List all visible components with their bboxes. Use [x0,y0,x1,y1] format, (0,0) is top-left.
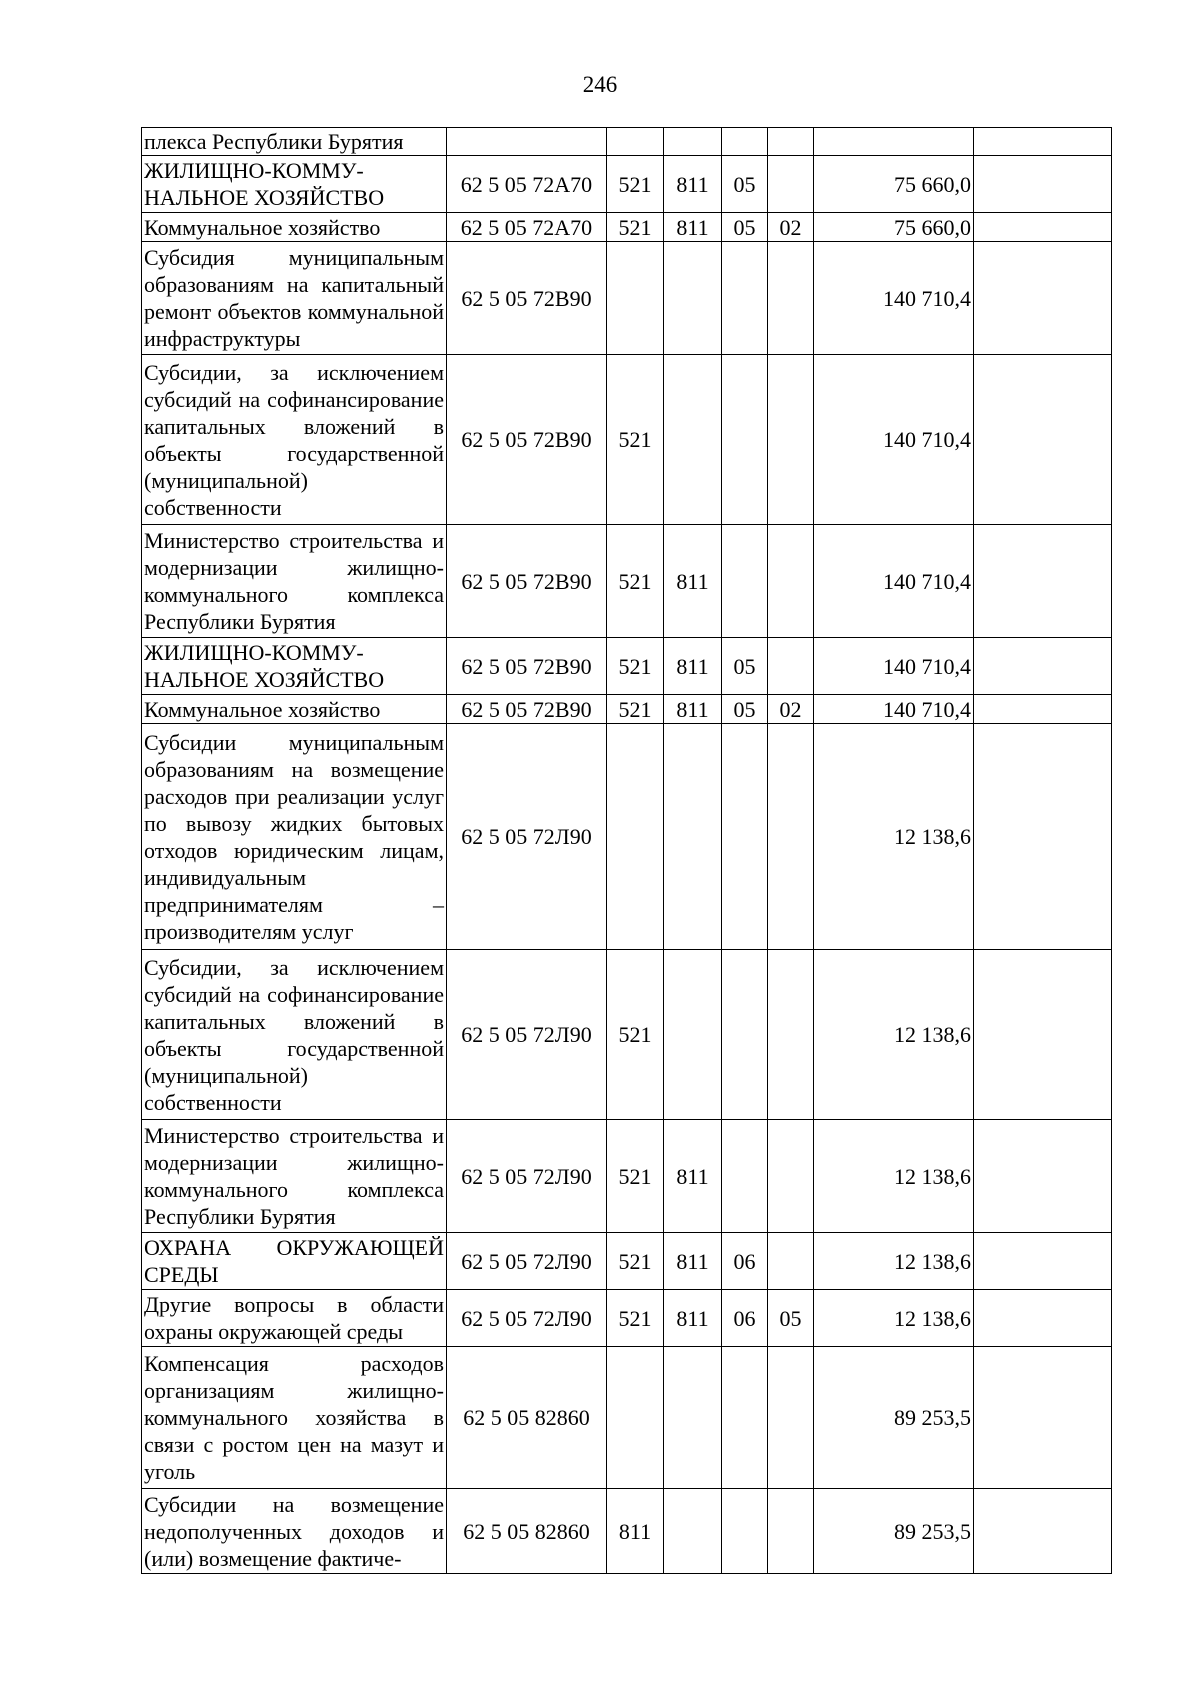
cell-extra [974,525,1112,638]
cell-subsection [768,950,814,1120]
cell-section [722,128,768,156]
cell-extra [974,128,1112,156]
page-number: 246 [582,72,618,97]
cell-amount: 140 710,4 [814,242,974,355]
cell-name: Субсидии муниципальным образованиям на возмещение расходов при реализации услуг по вывозу жидких бытовых отходов юридическим лицам, индивидуальным предпринимателям – производителям услуг [142,724,447,950]
cell-target-code: 62 5 05 72Л90 [447,1233,607,1290]
table-row [142,950,1112,1120]
cell-amount: 89 253,5 [814,1347,974,1489]
cell-amount: 140 710,4 [814,695,974,724]
cell-amount: 140 710,4 [814,638,974,695]
table-row [142,1489,1112,1574]
cell-extra [974,1347,1112,1489]
table-row [142,242,1112,355]
cell-subsection: 02 [768,213,814,242]
cell-target-code: 62 5 05 72Л90 [447,1120,607,1233]
cell-extra [974,156,1112,213]
cell-name: ОХРАНА ОКРУЖАЮЩЕЙ СРЕДЫ [142,1233,447,1290]
cell-ministry-code [664,950,722,1120]
cell-subsection [768,525,814,638]
table-body [142,128,1112,1574]
cell-subsection: 02 [768,695,814,724]
cell-ministry-code: 811 [664,213,722,242]
cell-amount: 75 660,0 [814,213,974,242]
cell-extra [974,1120,1112,1233]
cell-extra [974,1233,1112,1290]
cell-name: Другие вопросы в области охраны окружающей среды [142,1290,447,1347]
cell-subsection [768,1347,814,1489]
cell-section [722,355,768,525]
cell-section: 05 [722,156,768,213]
cell-expense-type [607,1347,664,1489]
cell-section [722,242,768,355]
cell-name: ЖИЛИЩНО-КОММУ-НАЛЬНОЕ ХОЗЯЙСТВО [142,156,447,213]
table-row [142,1290,1112,1347]
cell-section [722,1489,768,1574]
cell-expense-type: 521 [607,213,664,242]
table-row [142,355,1112,525]
cell-section: 05 [722,638,768,695]
cell-name: Субсидии, за исключением субсидий на софинансирование капитальных вложений в объекты государственной (муниципальной) собственности [142,950,447,1120]
cell-amount: 89 253,5 [814,1489,974,1574]
table-row [142,638,1112,695]
cell-amount: 140 710,4 [814,525,974,638]
cell-expense-type: 521 [607,695,664,724]
cell-target-code: 62 5 05 82860 [447,1347,607,1489]
cell-section [722,525,768,638]
cell-amount [814,128,974,156]
cell-name: ЖИЛИЩНО-КОММУ-НАЛЬНОЕ ХОЗЯЙСТВО [142,638,447,695]
cell-section: 06 [722,1290,768,1347]
table-row [142,695,1112,724]
cell-name: Коммунальное хозяйство [142,213,447,242]
cell-ministry-code [664,355,722,525]
cell-name: Коммунальное хозяйство [142,695,447,724]
table-row [142,156,1112,213]
cell-extra [974,213,1112,242]
table-row [142,1233,1112,1290]
table-row [142,213,1112,242]
cell-expense-type [607,724,664,950]
cell-name: Министерство строительства и модернизации жилищно-коммунального комплекса Республики Бурятия [142,1120,447,1233]
cell-extra [974,242,1112,355]
cell-ministry-code [664,1347,722,1489]
cell-target-code: 62 5 05 72Л90 [447,1290,607,1347]
cell-name: Субсидии на возмещение недополученных доходов и (или) возмещение фактиче- [142,1489,447,1574]
cell-expense-type: 811 [607,1489,664,1574]
cell-amount: 12 138,6 [814,1233,974,1290]
cell-ministry-code: 811 [664,525,722,638]
cell-extra [974,1290,1112,1347]
cell-section [722,950,768,1120]
cell-ministry-code: 811 [664,1290,722,1347]
cell-name: Субсидии, за исключением субсидий на софинансирование капитальных вложений в объекты государственной (муниципальной) собственности [142,355,447,525]
cell-section [722,724,768,950]
cell-expense-type: 521 [607,950,664,1120]
table-row [142,724,1112,950]
cell-subsection [768,1489,814,1574]
cell-ministry-code: 811 [664,638,722,695]
table-row [142,1120,1112,1233]
cell-extra [974,950,1112,1120]
cell-expense-type [607,128,664,156]
cell-section: 06 [722,1233,768,1290]
cell-target-code: 62 5 05 72В90 [447,242,607,355]
cell-subsection [768,1120,814,1233]
cell-target-code: 62 5 05 72Л90 [447,950,607,1120]
cell-section [722,1347,768,1489]
cell-expense-type: 521 [607,1120,664,1233]
cell-target-code: 62 5 05 82860 [447,1489,607,1574]
cell-name: Субсидия муниципальным образованиям на капитальный ремонт объектов коммунальной инфраструктуры [142,242,447,355]
cell-target-code: 62 5 05 72Л90 [447,724,607,950]
cell-target-code: 62 5 05 72В90 [447,525,607,638]
cell-amount: 12 138,6 [814,1120,974,1233]
cell-target-code: 62 5 05 72В90 [447,355,607,525]
cell-subsection [768,128,814,156]
cell-ministry-code: 811 [664,695,722,724]
cell-target-code: 62 5 05 72А70 [447,213,607,242]
cell-target-code: 62 5 05 72В90 [447,695,607,724]
cell-ministry-code [664,1489,722,1574]
cell-ministry-code [664,128,722,156]
cell-section: 05 [722,695,768,724]
cell-subsection [768,1233,814,1290]
cell-target-code: 62 5 05 72В90 [447,638,607,695]
cell-expense-type: 521 [607,638,664,695]
cell-amount: 140 710,4 [814,355,974,525]
cell-subsection [768,242,814,355]
cell-name: плекса Республики Бурятия [142,128,447,156]
cell-expense-type: 521 [607,1233,664,1290]
budget-table [141,127,1112,1574]
cell-extra [974,695,1112,724]
table-row [142,1347,1112,1489]
cell-name: Компенсация расходов организациям жилищно-коммунального хозяйства в связи с ростом цен на мазут и уголь [142,1347,447,1489]
cell-expense-type: 521 [607,156,664,213]
cell-expense-type: 521 [607,355,664,525]
cell-ministry-code: 811 [664,1233,722,1290]
cell-expense-type: 521 [607,525,664,638]
cell-ministry-code: 811 [664,1120,722,1233]
cell-extra [974,638,1112,695]
cell-extra [974,355,1112,525]
cell-section: 05 [722,213,768,242]
cell-subsection [768,724,814,950]
cell-extra [974,724,1112,950]
cell-expense-type [607,242,664,355]
cell-amount: 75 660,0 [814,156,974,213]
cell-ministry-code [664,724,722,950]
table-row [142,525,1112,638]
cell-target-code [447,128,607,156]
cell-amount: 12 138,6 [814,724,974,950]
cell-name: Министерство строительства и модернизации жилищно-коммунального комплекса Республики Бурятия [142,525,447,638]
cell-amount: 12 138,6 [814,1290,974,1347]
cell-expense-type: 521 [607,1290,664,1347]
cell-ministry-code [664,242,722,355]
cell-ministry-code: 811 [664,156,722,213]
cell-subsection [768,355,814,525]
cell-subsection [768,156,814,213]
table-row [142,128,1112,156]
cell-extra [974,1489,1112,1574]
cell-target-code: 62 5 05 72А70 [447,156,607,213]
cell-subsection: 05 [768,1290,814,1347]
cell-amount: 12 138,6 [814,950,974,1120]
cell-section [722,1120,768,1233]
cell-subsection [768,638,814,695]
